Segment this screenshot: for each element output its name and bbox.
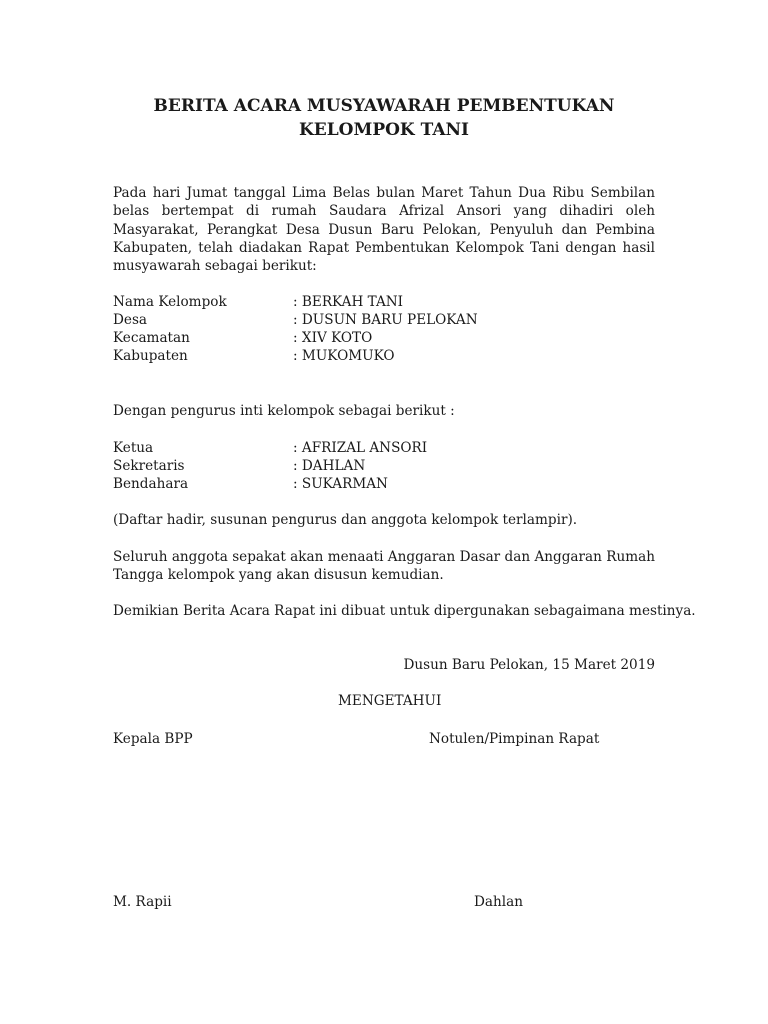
board-row	[113, 439, 655, 457]
group-info-label: Desa	[113, 312, 148, 328]
board-member: : DAHLAN	[293, 458, 366, 474]
acknowledged-heading: MENGETAHUI	[338, 693, 442, 709]
group-info-row	[113, 329, 655, 347]
group-info-row	[113, 293, 655, 311]
board-role: Bendahara	[113, 476, 189, 492]
board-row	[113, 475, 655, 493]
board-role: Sekretaris	[113, 458, 185, 474]
board-intro: Dengan pengurus inti kelompok sebagai berikut :	[113, 403, 455, 419]
agreement-paragraph: Seluruh anggota sepakat akan menaati Anggaran Dasar dan Anggaran Rumah Tangga kelompok yang akan disusun kemudian.	[113, 549, 655, 584]
board-row	[113, 457, 655, 475]
left-signatory-role: Kepala BPP	[113, 731, 193, 747]
board-member: : AFRIZAL ANSORI	[293, 440, 428, 456]
group-info-label: Kabupaten	[113, 348, 188, 364]
closing-sentence: Demikian Berita Acara Rapat ini dibuat untuk dipergunakan sebagaimana mestinya.	[113, 603, 696, 619]
group-info-value: : MUKOMUKO	[293, 348, 395, 364]
place-and-date: Dusun Baru Pelokan, 15 Maret 2019	[403, 657, 655, 673]
right-signatory-name: Dahlan	[474, 894, 523, 910]
group-info-label: Nama Kelompok	[113, 294, 227, 310]
intro-paragraph: Pada hari Jumat tanggal Lima Belas bulan Maret Tahun Dua Ribu Sembilan belas bertempat di rumah Saudara Afrizal Ansori yang dihadiri oleh Masyarakat, Perangkat Desa Dusun Baru Pelokan, Penyuluh dan Pembina Kabupaten, telah diadakan Rapat Pembentukan Kelompok Tani dengan hasil musyawarah sebagai berikut:	[113, 185, 655, 275]
group-info-row	[113, 311, 655, 329]
group-info-row	[113, 347, 655, 365]
left-signatory-name: M. Rapii	[113, 894, 172, 910]
group-info-value: : BERKAH TANI	[293, 294, 404, 310]
document-title-line-2: KELOMPOK TANI	[299, 120, 469, 140]
board-role: Ketua	[113, 440, 154, 456]
board-member: : SUKARMAN	[293, 476, 388, 492]
document-title-line-1: BERITA ACARA MUSYAWARAH PEMBENTUKAN	[153, 96, 615, 116]
group-info-value: : XIV KOTO	[293, 330, 373, 346]
attachment-note: (Daftar hadir, susunan pengurus dan anggota kelompok terlampir).	[113, 512, 578, 528]
right-signatory-role: Notulen/Pimpinan Rapat	[429, 731, 600, 747]
group-info-value: : DUSUN BARU PELOKAN	[293, 312, 478, 328]
group-info-label: Kecamatan	[113, 330, 190, 346]
